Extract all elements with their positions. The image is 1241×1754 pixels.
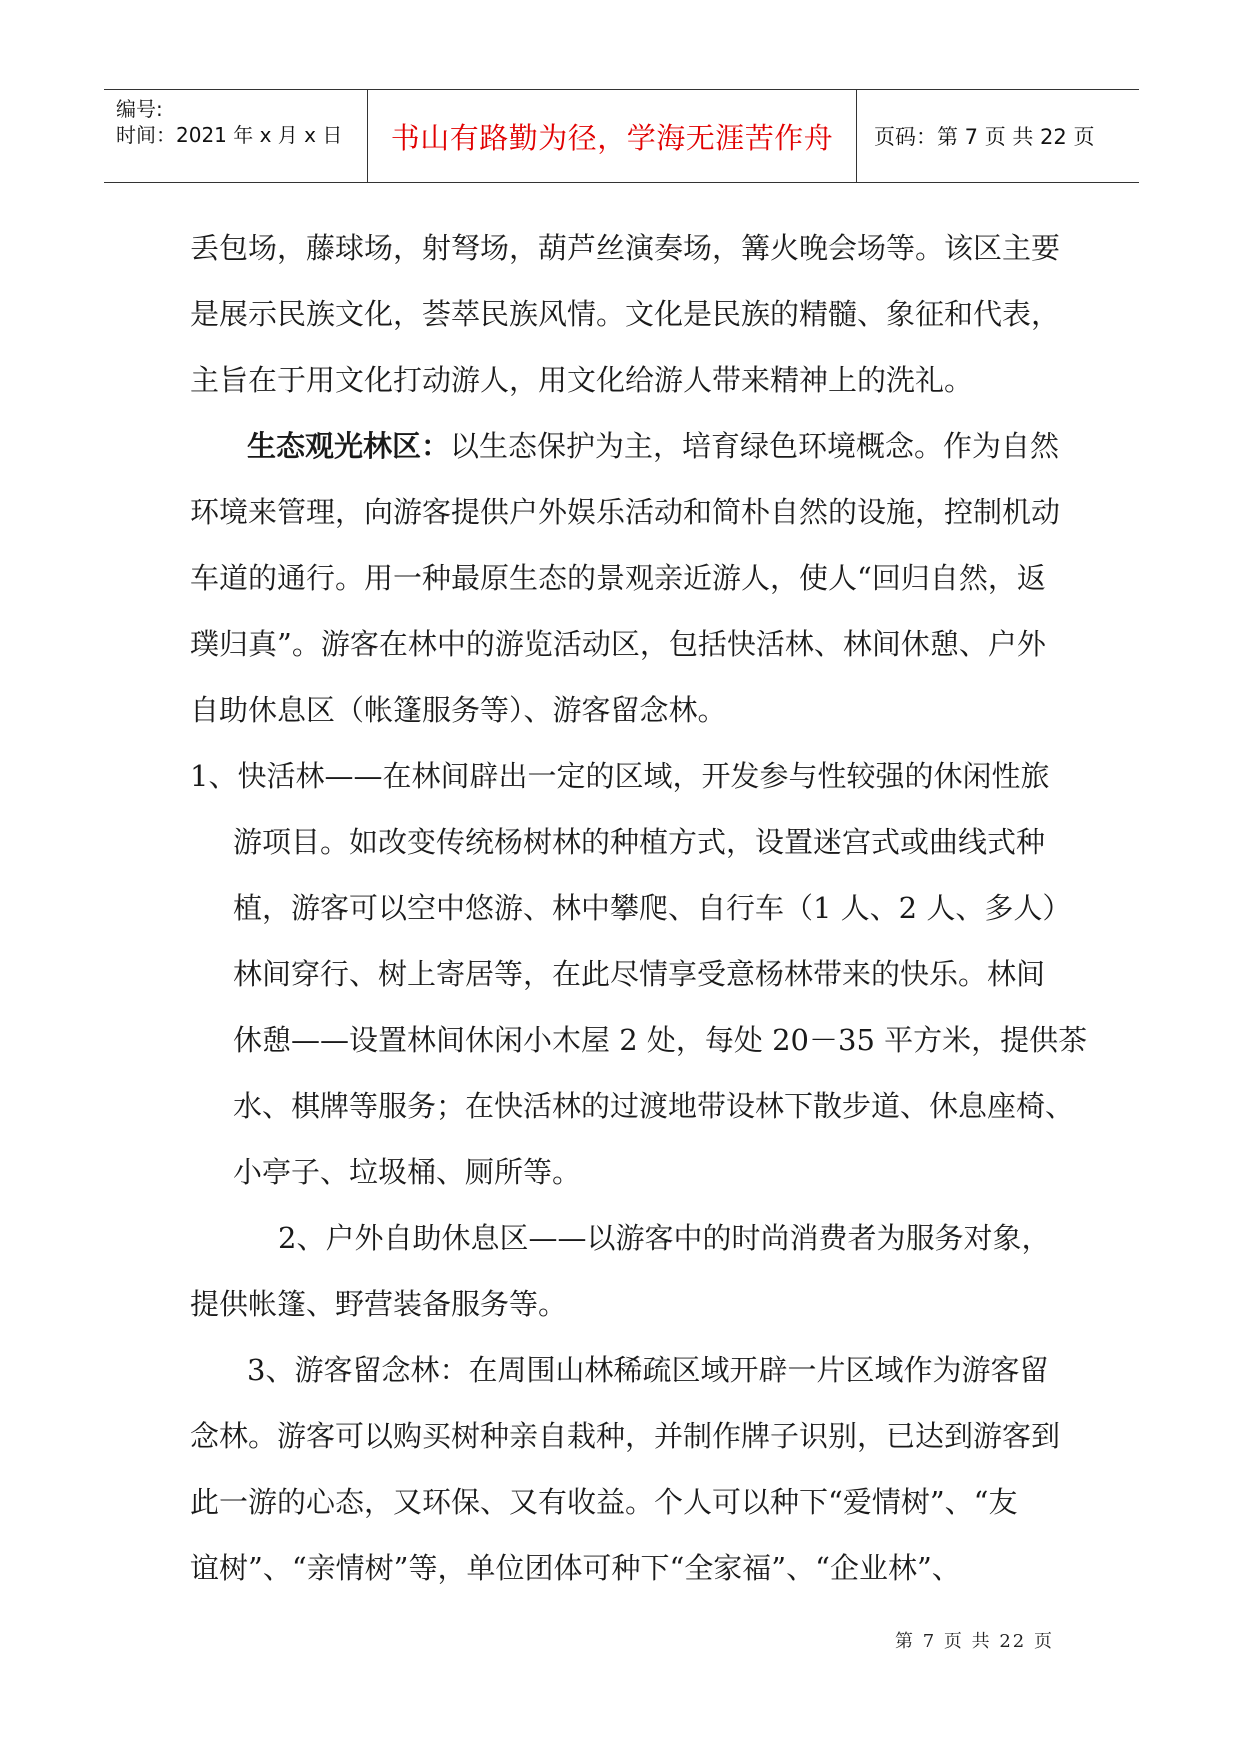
document-time-label: 时间：2021 年 x 月 x 日 <box>116 123 343 147</box>
section-line: 以生态保护为主，培育绿色环境概念。作为自然 <box>450 429 1060 463</box>
list-item-1-line: 植，游客可以空中悠游、林中攀爬、自行车（1 人、2 人、多人） <box>233 891 1072 925</box>
list-item-1-line: 水、棋牌等服务；在快活林的过渡地带设林下散步道、休息座椅、 <box>233 1089 1075 1123</box>
list-item-1-line: 1、快活林——在林间辟出一定的区域，开发参与性较强的休闲性旅 <box>190 759 1050 793</box>
section-line: 璞归真”。游客在林中的游览活动区，包括快活林、林间休憩、户外 <box>190 627 1046 661</box>
list-item-1-line: 游项目。如改变传统杨树林的种植方式，设置迷宫式或曲线式种 <box>233 825 1046 859</box>
list-item-1-line: 休憩——设置林间休闲小木屋 2 处，每处 20－35 平方米，提供茶 <box>233 1023 1088 1057</box>
header-motto: 书山有路勤为径，学海无涯苦作舟 <box>390 120 834 155</box>
list-item-3-line: 3、游客留念林：在周围山林稀疏区域开辟一片区域作为游客留 <box>247 1353 1049 1387</box>
body-line: 主旨在于用文化打动游人，用文化给游人带来精神上的洗礼。 <box>190 363 974 397</box>
header-divider-right <box>856 90 857 182</box>
section-line: 环境来管理，向游客提供户外娱乐活动和简朴自然的设施，控制机动 <box>190 495 1061 529</box>
document-number-label: 编号: <box>116 97 163 121</box>
section-paragraph-first-line <box>190 413 1070 479</box>
list-item-3-line: 谊树”、“亲情树”等，单位团体可种下“全家福”、“企业林”、 <box>190 1551 961 1585</box>
section-title: 生态观光林区： <box>247 429 451 463</box>
list-item-3-line: 此一游的心态，又环保、又有收益。个人可以种下“爱情树”、“友 <box>190 1485 1018 1519</box>
list-item-2-line: 提供帐篷、野营装备服务等。 <box>190 1287 568 1321</box>
list-item-1-line: 小亭子、垃圾桶、厕所等。 <box>233 1155 582 1189</box>
body-line: 丢包场，藤球场，射弩场，葫芦丝演奏场，篝火晚会场等。该区主要 <box>190 231 1061 265</box>
header-page-number: 页码：第 7 页 共 22 页 <box>874 125 1095 149</box>
page-header <box>104 89 1139 183</box>
list-item-2-line: 2、户外自助休息区——以游客中的时尚消费者为服务对象， <box>278 1221 1051 1255</box>
page-footer-number: 第 7 页 共 22 页 <box>895 1631 1054 1652</box>
header-meta <box>116 96 342 148</box>
list-item-1-line: 林间穿行、树上寄居等，在此尽情享受意杨林带来的快乐。林间 <box>233 957 1046 991</box>
document-body <box>190 215 1088 1601</box>
list-item-3-line: 念林。游客可以购买树种亲自栽种，并制作牌子识别，已达到游客到 <box>190 1419 1061 1453</box>
section-line: 自助休息区（帐篷服务等）、游客留念林。 <box>190 693 727 727</box>
body-line: 是展示民族文化，荟萃民族风情。文化是民族的精髓、象征和代表， <box>190 297 1061 331</box>
section-line: 车道的通行。用一种最原生态的景观亲近游人，使人“回归自然，返 <box>190 561 1046 595</box>
